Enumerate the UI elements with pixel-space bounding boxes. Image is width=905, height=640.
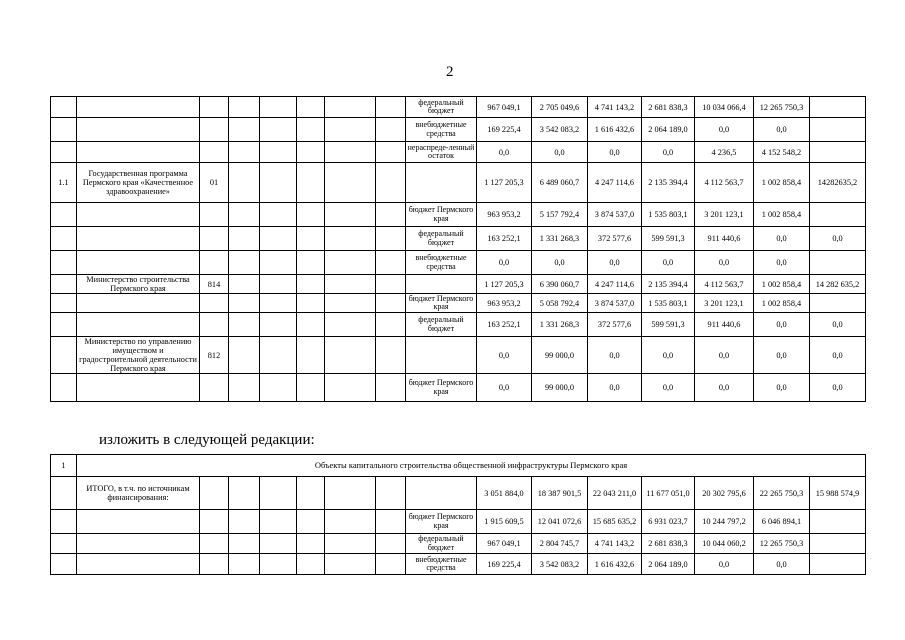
table-row [51,142,866,163]
table-row [51,374,866,402]
empty-cell [297,477,325,510]
value-cell [810,534,866,554]
empty-cell [229,118,260,142]
value-cell: 911 440,6 [695,227,754,251]
value-cell: 1 127 205,3 [477,275,532,294]
funding-source: бюджет Пермского края [406,374,477,402]
empty-cell [325,534,376,554]
empty-cell [229,374,260,402]
value-cell: 0,0 [477,374,532,402]
table-row [51,313,866,337]
table-header-row [51,455,866,477]
value-cell: 2 681 838,3 [642,534,695,554]
empty-cell [376,313,406,337]
empty-cell [297,337,325,374]
empty-cell [297,313,325,337]
value-cell: 4 112 563,7 [695,163,754,203]
value-cell: 1 331 268,3 [532,227,588,251]
empty-cell [376,534,406,554]
value-cell: 12 265 750,3 [754,534,810,554]
value-cell: 0,0 [588,142,642,163]
empty-cell [297,118,325,142]
empty-cell [325,337,376,374]
value-cell: 0,0 [588,374,642,402]
funding-source: бюджет Пермского края [406,510,477,534]
section-number: 1 [51,455,77,477]
empty-cell [229,142,260,163]
value-cell: 15 685 635,2 [588,510,642,534]
empty-cell [297,275,325,294]
row-name: Министерство по управлению имуществом и градостроительной деятельности Пермского края [77,337,200,374]
value-cell: 0,0 [477,251,532,275]
value-cell: 3 201 123,1 [695,294,754,313]
value-cell: 10 034 066,4 [695,97,754,118]
value-cell [810,251,866,275]
value-cell: 10 044 060,2 [695,534,754,554]
empty-cell [260,534,297,554]
value-cell: 4 236,5 [695,142,754,163]
value-cell: 3 051 884,0 [477,477,532,510]
value-cell: 0,0 [695,554,754,575]
row-name [77,294,200,313]
row-code [200,313,229,337]
empty-cell [325,477,376,510]
empty-cell [229,163,260,203]
value-cell: 0,0 [642,251,695,275]
empty-cell [297,203,325,227]
value-cell: 22 265 750,3 [754,477,810,510]
empty-cell [200,534,229,554]
empty-cell [376,163,406,203]
value-cell: 3 874 537,0 [588,294,642,313]
row-name: ИТОГО, в т.ч. по источникам финансирования: [77,477,200,510]
empty-cell [325,203,376,227]
section-heading: изложить в следующей редакции: [99,432,315,448]
value-cell [810,118,866,142]
table-row [51,251,866,275]
value-cell: 1 002 858,4 [754,294,810,313]
row-name [77,97,200,118]
value-cell: 6 489 060,7 [532,163,588,203]
value-cell: 963 953,2 [477,203,532,227]
empty-cell [376,251,406,275]
row-name [77,227,200,251]
row-number [51,275,77,294]
funding-source: федеральный бюджет [406,313,477,337]
empty-cell [260,97,297,118]
empty-cell [325,227,376,251]
row-name [77,374,200,402]
value-cell: 0,0 [810,313,866,337]
row-code [200,251,229,275]
empty-cell [260,203,297,227]
empty-cell [260,294,297,313]
funding-source: нераспреде-ленный остаток [406,142,477,163]
value-cell: 12 041 072,6 [532,510,588,534]
value-cell: 4 741 143,2 [588,534,642,554]
value-cell: 0,0 [810,337,866,374]
funding-source: бюджет Пермского края [406,294,477,313]
table-row [51,477,866,510]
empty-cell [325,510,376,534]
empty-cell [260,477,297,510]
value-cell: 0,0 [695,337,754,374]
row-number [51,227,77,251]
funding-source: внебюджетные средства [406,251,477,275]
row-code: 814 [200,275,229,294]
empty-cell [229,275,260,294]
value-cell: 1 616 432,6 [588,118,642,142]
value-cell: 0,0 [532,251,588,275]
value-cell [810,294,866,313]
value-cell: 5 157 792,4 [532,203,588,227]
funding-source: бюджет Пермского края [406,203,477,227]
value-cell: 1 002 858,4 [754,203,810,227]
empty-cell [325,163,376,203]
value-cell: 1 002 858,4 [754,275,810,294]
row-number [51,554,77,575]
value-cell: 0,0 [754,337,810,374]
empty-cell [229,251,260,275]
row-code [200,203,229,227]
empty-cell [229,313,260,337]
value-cell: 1 331 268,3 [532,313,588,337]
value-cell: 163 252,1 [477,227,532,251]
value-cell: 0,0 [810,227,866,251]
row-number [51,313,77,337]
empty-cell [260,251,297,275]
value-cell [810,203,866,227]
value-cell: 0,0 [532,142,588,163]
value-cell: 0,0 [695,374,754,402]
empty-cell [260,554,297,575]
value-cell: 0,0 [754,251,810,275]
empty-cell [376,554,406,575]
row-code [200,294,229,313]
row-code [200,142,229,163]
row-name [77,118,200,142]
empty-cell [376,510,406,534]
value-cell: 20 302 795,6 [695,477,754,510]
value-cell [810,142,866,163]
value-cell: 2 135 394,4 [642,275,695,294]
value-cell: 1 616 432,6 [588,554,642,575]
empty-cell [325,97,376,118]
table-row [51,294,866,313]
value-cell: 0,0 [642,374,695,402]
empty-cell [229,510,260,534]
row-name [77,534,200,554]
value-cell: 372 577,6 [588,227,642,251]
value-cell: 18 387 901,5 [532,477,588,510]
value-cell: 6 390 060,7 [532,275,588,294]
value-cell: 6 046 894,1 [754,510,810,534]
row-number [51,97,77,118]
value-cell: 1 535 803,1 [642,203,695,227]
empty-cell [229,294,260,313]
value-cell: 4 741 143,2 [588,97,642,118]
section-title: Объекты капитального строительства общественной инфраструктуры Пермского края [77,455,866,477]
value-cell: 0,0 [477,142,532,163]
empty-cell [325,118,376,142]
table-row [51,275,866,294]
empty-cell [297,251,325,275]
empty-cell [297,142,325,163]
row-number [51,534,77,554]
empty-cell [200,477,229,510]
value-cell: 169 225,4 [477,118,532,142]
empty-cell [376,374,406,402]
budget-table-new [50,454,866,575]
empty-cell [325,554,376,575]
funding-source [406,337,477,374]
value-cell: 599 591,3 [642,313,695,337]
row-number [51,142,77,163]
empty-cell [376,275,406,294]
value-cell: 3 542 083,2 [532,554,588,575]
row-number [51,477,77,510]
empty-cell [229,97,260,118]
value-cell: 0,0 [754,374,810,402]
funding-source: внебюджетные средства [406,554,477,575]
empty-cell [376,118,406,142]
value-cell: 3 542 083,2 [532,118,588,142]
value-cell: 14282635,2 [810,163,866,203]
empty-cell [297,97,325,118]
value-cell: 4 247 114,6 [588,275,642,294]
row-name [77,313,200,337]
page-number: 2 [446,64,454,80]
value-cell: 2 135 394,4 [642,163,695,203]
row-name [77,251,200,275]
table-row [51,337,866,374]
row-number [51,251,77,275]
funding-source: внебюджетные средства [406,118,477,142]
value-cell [810,510,866,534]
row-name [77,510,200,534]
value-cell: 0,0 [810,374,866,402]
empty-cell [297,294,325,313]
budget-table-old [50,96,866,402]
row-name [77,142,200,163]
empty-cell [229,203,260,227]
value-cell: 4 247 114,6 [588,163,642,203]
row-number [51,337,77,374]
value-cell: 1 915 609,5 [477,510,532,534]
value-cell: 0,0 [588,337,642,374]
value-cell: 963 953,2 [477,294,532,313]
empty-cell [260,337,297,374]
empty-cell [260,313,297,337]
empty-cell [325,275,376,294]
row-code: 01 [200,163,229,203]
value-cell: 3 874 537,0 [588,203,642,227]
value-cell: 0,0 [695,251,754,275]
empty-cell [229,554,260,575]
value-cell: 163 252,1 [477,313,532,337]
empty-cell [260,374,297,402]
value-cell: 967 049,1 [477,534,532,554]
table-row [51,227,866,251]
empty-cell [260,510,297,534]
funding-source: федеральный бюджет [406,227,477,251]
value-cell: 372 577,6 [588,313,642,337]
table-row [51,163,866,203]
funding-source [406,477,477,510]
empty-cell [200,554,229,575]
value-cell: 2 804 745,7 [532,534,588,554]
value-cell: 12 265 750,3 [754,97,810,118]
row-number [51,374,77,402]
row-name [77,203,200,227]
table-row [51,203,866,227]
empty-cell [325,251,376,275]
row-code: 812 [200,337,229,374]
empty-cell [260,118,297,142]
empty-cell [325,294,376,313]
table-row [51,554,866,575]
value-cell: 4 112 563,7 [695,275,754,294]
empty-cell [229,227,260,251]
empty-cell [325,142,376,163]
row-name: Государственная программа Пермского края «Качественное здравоохранение» [77,163,200,203]
row-number [51,203,77,227]
value-cell: 911 440,6 [695,313,754,337]
value-cell: 4 152 548,2 [754,142,810,163]
empty-cell [260,163,297,203]
table-row [51,510,866,534]
row-code [200,374,229,402]
empty-cell [325,313,376,337]
value-cell [810,554,866,575]
row-code [200,97,229,118]
value-cell: 0,0 [754,313,810,337]
value-cell: 2 681 838,3 [642,97,695,118]
empty-cell [376,294,406,313]
empty-cell [200,510,229,534]
empty-cell [260,142,297,163]
value-cell: 169 225,4 [477,554,532,575]
value-cell [810,97,866,118]
empty-cell [376,337,406,374]
value-cell: 11 677 051,0 [642,477,695,510]
empty-cell [297,510,325,534]
table-row [51,534,866,554]
value-cell: 967 049,1 [477,97,532,118]
empty-cell [325,374,376,402]
row-number [51,294,77,313]
empty-cell [376,97,406,118]
value-cell: 1 127 205,3 [477,163,532,203]
table-row [51,118,866,142]
empty-cell [229,534,260,554]
row-name: Министерство строительства Пермского края [77,275,200,294]
value-cell: 15 988 574,9 [810,477,866,510]
empty-cell [376,227,406,251]
value-cell: 0,0 [477,337,532,374]
row-number [51,118,77,142]
value-cell: 99 000,0 [532,374,588,402]
value-cell: 2 064 189,0 [642,118,695,142]
value-cell: 5 058 792,4 [532,294,588,313]
empty-cell [229,477,260,510]
value-cell: 1 002 858,4 [754,163,810,203]
value-cell: 0,0 [754,227,810,251]
value-cell: 599 591,3 [642,227,695,251]
value-cell: 0,0 [642,142,695,163]
empty-cell [376,203,406,227]
table-row [51,97,866,118]
empty-cell [376,142,406,163]
empty-cell [297,227,325,251]
value-cell: 99 000,0 [532,337,588,374]
empty-cell [229,337,260,374]
value-cell: 0,0 [588,251,642,275]
funding-source: федеральный бюджет [406,97,477,118]
value-cell: 0,0 [754,118,810,142]
empty-cell [297,163,325,203]
value-cell: 2 705 049,6 [532,97,588,118]
value-cell: 0,0 [642,337,695,374]
row-name [77,554,200,575]
funding-source [406,163,477,203]
value-cell: 14 282 635,2 [810,275,866,294]
value-cell: 1 535 803,1 [642,294,695,313]
row-number: 1.1 [51,163,77,203]
row-code [200,227,229,251]
funding-source: федеральный бюджет [406,534,477,554]
value-cell: 2 064 189,0 [642,554,695,575]
value-cell: 0,0 [695,118,754,142]
empty-cell [260,275,297,294]
value-cell: 0,0 [754,554,810,575]
row-code [200,118,229,142]
empty-cell [376,477,406,510]
empty-cell [260,227,297,251]
value-cell: 22 043 211,0 [588,477,642,510]
empty-cell [297,554,325,575]
empty-cell [297,374,325,402]
funding-source [406,275,477,294]
empty-cell [297,534,325,554]
value-cell: 10 244 797,2 [695,510,754,534]
row-number [51,510,77,534]
value-cell: 6 931 023,7 [642,510,695,534]
value-cell: 3 201 123,1 [695,203,754,227]
